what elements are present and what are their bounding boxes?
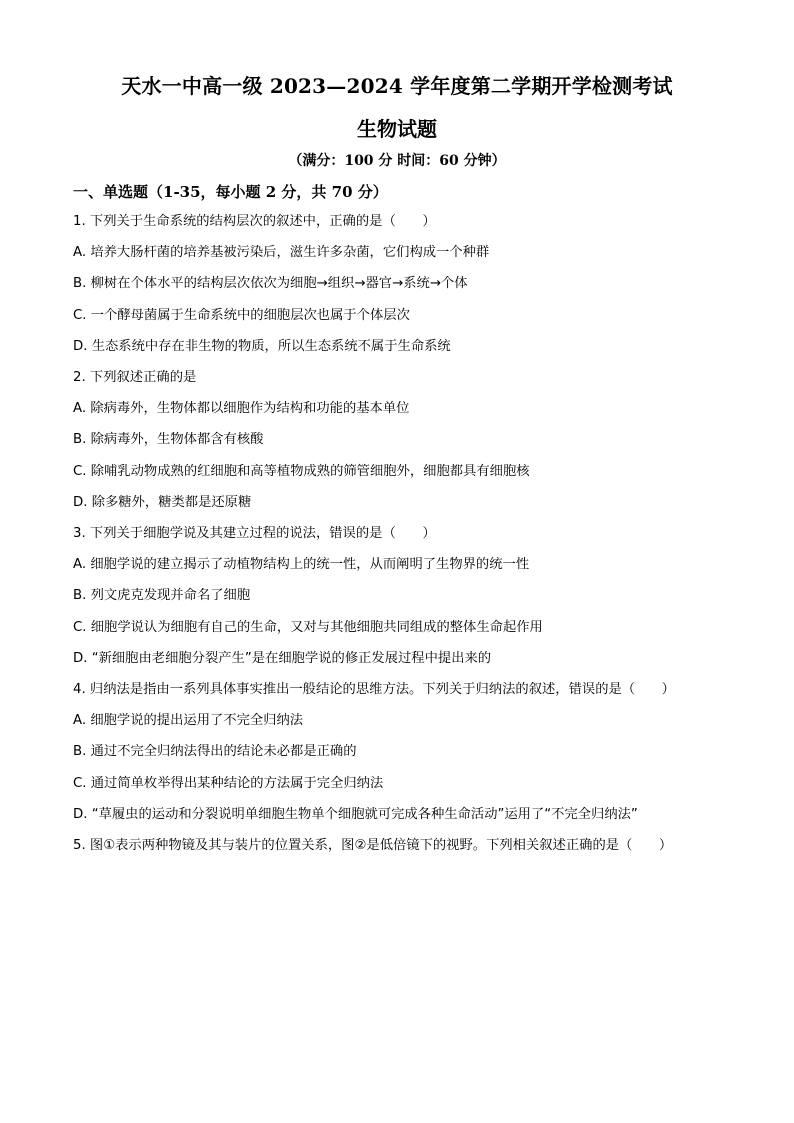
question-stem-2: 2. 下列叙述正确的是 — [73, 370, 197, 385]
option-1c: C. 一个酵母菌属于生命系统中的细胞层次也属于个体层次 — [73, 308, 410, 323]
option-3d: D. “新细胞由老细胞分裂产生”是在细胞学说的修正发展过程中提出来的 — [73, 651, 492, 666]
question-stem-3: 3. 下列关于细胞学说及其建立过程的说法，错误的是（ ） — [73, 526, 436, 541]
option-4c: C. 通过简单枚举得出某种结论的方法属于完全归纳法 — [73, 776, 384, 791]
question-stem-5: 5. 图①表示两种物镜及其与装片的位置关系，图②是低倍镜下的视野。下列相关叙述正确的是（ ） — [73, 838, 673, 853]
option-2a: A. 除病毒外，生物体都以细胞作为结构和功能的基本单位 — [73, 401, 410, 416]
option-2c: C. 除哺乳动物成熟的红细胞和高等植物成熟的筛管细胞外，细胞都具有细胞核 — [73, 464, 530, 479]
option-3c: C. 细胞学说认为细胞有自己的生命，又对与其他细胞共同组成的整体生命起作用 — [73, 620, 543, 635]
question-stem-1: 1. 下列关于生命系统的结构层次的叙述中，正确的是（ ） — [73, 214, 436, 229]
subject-title: 生物试题 — [357, 117, 437, 141]
option-1b: B. 柳树在个体水平的结构层次依次为细胞→组织→器官→系统→个体 — [73, 276, 468, 291]
option-2d: D. 除多糖外，糖类都是还原糖 — [73, 495, 252, 510]
option-4a: A. 细胞学说的提出运用了不完全归纳法 — [73, 713, 304, 728]
option-2b: B. 除病毒外，生物体都含有核酸 — [73, 432, 264, 447]
option-1d: D. 生态系统中存在非生物的物质，所以生态系统不属于生命系统 — [73, 339, 451, 354]
option-3b: B. 列文虎克发现并命名了细胞 — [73, 588, 251, 603]
question-stem-4: 4. 归纳法是指由一系列具体事实推出一般结论的思维方法。下列关于归纳法的叙述，错误的是（ ） — [73, 682, 675, 697]
section-heading: 一、单选题（1-35，每小题 2 分，共 70 分） — [73, 183, 388, 201]
option-4b: B. 通过不完全归纳法得出的结论未必都是正确的 — [73, 744, 357, 759]
exam-title: 天水一中高一级 2023—2024 学年度第二学期开学检测考试 — [121, 74, 673, 98]
option-3a: A. 细胞学说的建立揭示了动植物结构上的统一性，从而阐明了生物界的统一性 — [73, 557, 530, 572]
exam-info: （满分：100 分 时间：60 分钟） — [288, 153, 506, 169]
option-1a: A. 培养大肠杆菌的培养基被污染后，滋生许多杂菌，它们构成一个种群 — [73, 245, 490, 260]
option-4d: D. “草履虫的运动和分裂说明单细胞生物单个细胞就可完成各种生命活动”运用了“不完全归纳法” — [73, 807, 638, 822]
